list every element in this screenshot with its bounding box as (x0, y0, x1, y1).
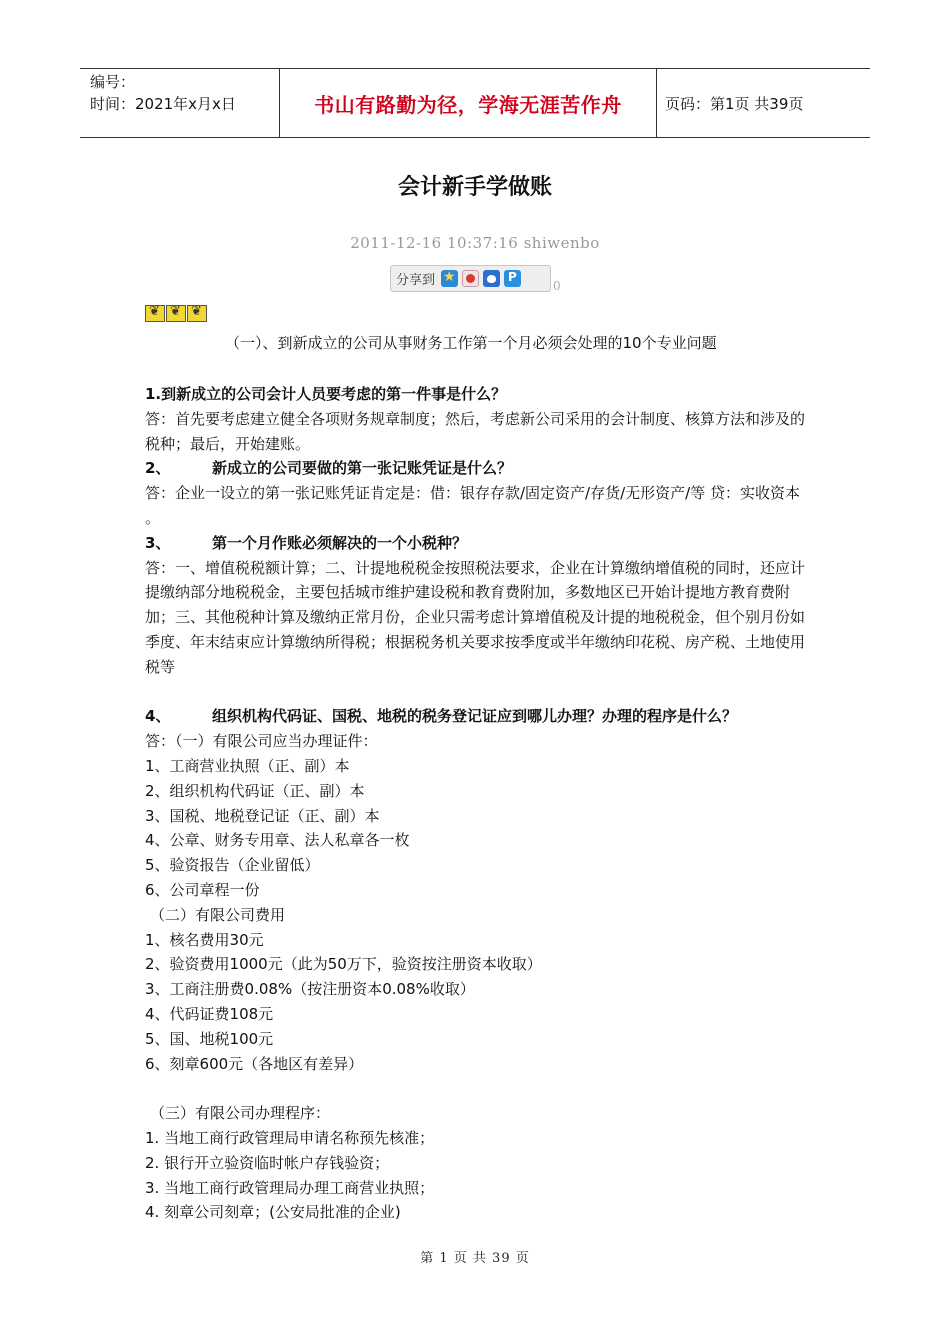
list-item: 5、国、地税100元 (145, 1029, 274, 1048)
qzone-share-icon[interactable] (441, 270, 458, 287)
list-item: 4、代码证费108元 (145, 1004, 274, 1023)
rating-icon (187, 305, 207, 322)
answer-1: 答：首先要考虑建立健全各项财务规章制度；然后，考虑新公司采用的会计制度、核算方法和涉及的税种；最后，开始建账。 (145, 409, 806, 453)
list-item: 5、验资报告（企业留低） (145, 856, 320, 875)
header-left-cell (80, 69, 280, 137)
question-text: 组织机构代码证、国税、地税的税务登记证应到哪儿办理？办理的程序是什么？ (212, 707, 738, 726)
number-label: 编号： (90, 73, 136, 91)
procedure-title: （三）有限公司办理程序： (150, 1104, 331, 1123)
rating-icon (145, 305, 165, 322)
question-3 (145, 531, 805, 556)
header-motto: 书山有路勤为径，学海无涯苦作舟 (280, 69, 657, 137)
list-item: 2. 银行开立验资临时帐户存钱验资； (145, 1153, 390, 1172)
list-item: 4、公章、财务专用章、法人私章各一枚 (145, 831, 410, 850)
list-item: 6、刻章600元（各地区有差异） (145, 1054, 364, 1073)
question-1: 1.到新成立的公司会计人员要考虑的第一件事是什么？ (145, 385, 507, 403)
question-2 (145, 456, 805, 481)
baidu-share-icon[interactable] (483, 270, 500, 287)
article-body (145, 382, 805, 1225)
article-title: 会计新手学做账 (397, 175, 552, 200)
question-number: 4、 (145, 707, 171, 726)
share-count: 0 (553, 279, 561, 293)
question-text: 第一个月作账必须解决的一个小税种？ (212, 533, 468, 552)
section-subtitle: （一）、到新成立的公司从事财务工作第一个月必须会处理的10个专业问题 (225, 334, 717, 352)
list-item: 1、工商营业执照（正、副）本 (145, 756, 350, 775)
page-footer: 第 1 页 共 39 页 (420, 1251, 530, 1266)
list-item: 2、组织机构代码证（正、副）本 (145, 781, 365, 800)
share-bar[interactable] (390, 265, 551, 292)
question-number: 3、 (145, 533, 171, 552)
list-item: 3. 当地工商行政管理局办理工商营业执照； (145, 1178, 435, 1197)
answer-3: 答：一、增值税税额计算；二、计提地税税金按照税法要求，企业在计算缴纳增值税的同时，还应计提缴纳部分地税税金，主要包括城市维护建设税和教育费附加，多数地区已开始计提地方教育费附加；三、其他税种计算及缴纳正常月份，企业只需考虑计算增值税及计提的地税税金，但个别月份如季度、年末结束应计算缴纳所得税；根据税务机关要求按季度或半年缴纳印花税、房产税、土地使用税等 (145, 558, 806, 676)
question-number: 2、 (145, 459, 171, 478)
weibo-share-icon[interactable] (462, 270, 479, 287)
question-text: 新成立的公司要做的第一张记账凭证是什么？ (212, 459, 513, 478)
question-4 (145, 704, 805, 729)
list-item: 3、国税、地税登记证（正、副）本 (145, 806, 380, 825)
rating-icons (145, 305, 208, 322)
list-item: 2、验资费用1000元（此为50万下，验资按注册资本收取） (145, 955, 542, 974)
list-item: 1、核名费用30元 (145, 930, 264, 949)
page-header (80, 68, 870, 138)
list-item: 3、工商注册费0.08%（按注册资本0.08%收取） (145, 980, 475, 999)
list-item: 1. 当地工商行政管理局申请名称预先核准； (145, 1128, 435, 1147)
pengyou-share-icon[interactable] (504, 270, 521, 287)
header-page-info: 页码：第1页 共39页 (665, 94, 804, 113)
list-item: 6、公司章程一份 (145, 880, 260, 899)
rating-icon (166, 305, 186, 322)
answer-4-intro: 答：（一）有限公司应当办理证件： (145, 732, 378, 751)
list-item: 4. 刻章公司刻章；(公安局批准的企业) (145, 1203, 401, 1222)
time-label: 时间：2021年x月x日 (90, 95, 236, 113)
article-meta: 2011-12-16 10:37:16 shiwenbo (350, 234, 600, 252)
share-label: 分享到 (396, 273, 436, 288)
fees-title: （二）有限公司费用 (150, 905, 286, 924)
answer-2: 答：企业一设立的第一张记账凭证肯定是：借：银存存款/固定资产/存货/无形资产/等 贷：实收资本 。 (145, 484, 800, 527)
